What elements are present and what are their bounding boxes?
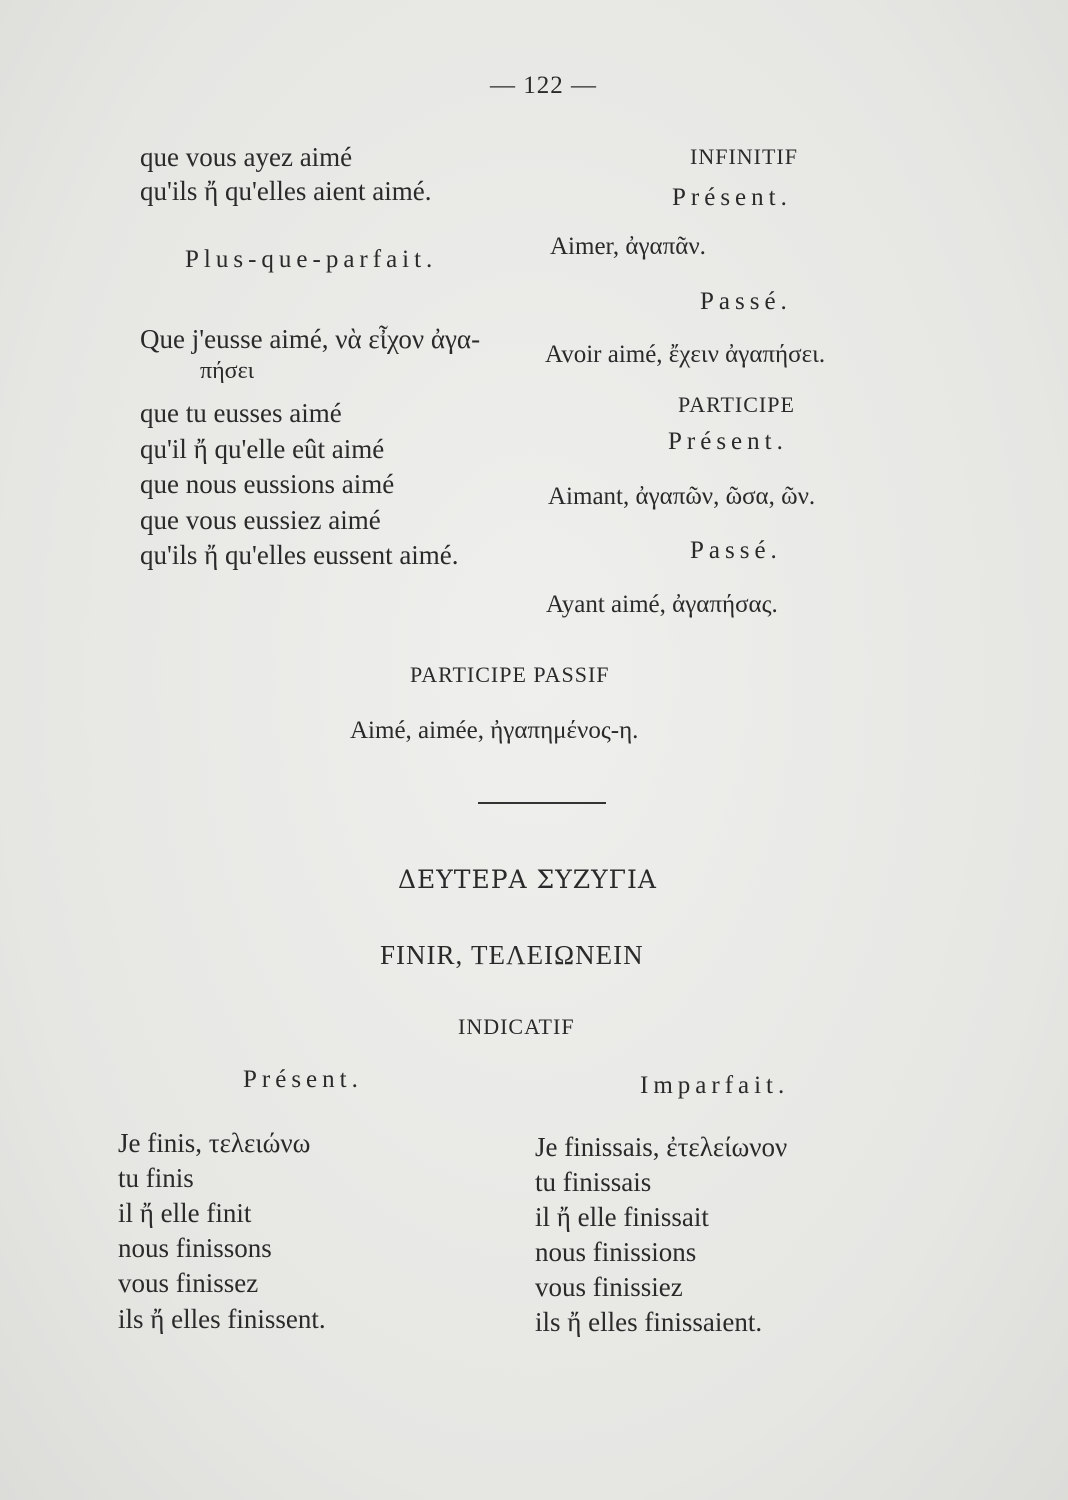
imparfait-line-5: vous finissiez: [535, 1272, 683, 1302]
present-line-1: Je finis, τελειώνω: [118, 1128, 311, 1158]
participe-present-heading: Présent.: [668, 428, 788, 455]
infinitif-present-line: Aimer, ἀγαπᾶν.: [550, 233, 706, 260]
imparfait-line-1: Je finissais, ἐτελείωνον: [535, 1132, 788, 1162]
plusqueparfait-line-7: qu'ils ἤ qu'elles eussent aimé.: [140, 540, 459, 570]
page-number: — 122 —: [490, 72, 597, 99]
present-line-6: ils ἤ elles finissent.: [118, 1304, 326, 1334]
participe-passif-line: Aimé, aimée, ἠγαπημένος-η.: [350, 717, 639, 744]
infinitif-present-heading: Présent.: [672, 184, 792, 211]
plusqueparfait-line-2: πήσει: [200, 358, 255, 384]
present-line-4: nous finissons: [118, 1233, 272, 1263]
second-conjugation-heading: ΔΕΥΤΕΡΑ ΣΥΖΥΓΙΑ: [398, 865, 657, 894]
imparfait-line-2: tu finissais: [535, 1167, 652, 1197]
infinitif-passe-line: Avoir aimé, ἔχειν ἀγαπήσει.: [545, 341, 826, 368]
indicatif-imparfait-heading: Imparfait.: [640, 1072, 790, 1099]
plusqueparfait-line-5: que nous eussions aimé: [140, 469, 395, 499]
participe-present-line: Aimant, ἀγαπῶν, ῶσα, ῶν.: [548, 483, 816, 510]
indicatif-present-heading: Présent.: [243, 1066, 363, 1093]
indicatif-heading: INDICATIF: [458, 1014, 575, 1039]
verb-heading: FINIR, ΤΕΛΕΙΩΝΕΙΝ: [380, 940, 644, 970]
imparfait-line-3: il ἤ elle finissait: [535, 1202, 709, 1232]
present-line-3: il ἤ elle finit: [118, 1198, 252, 1228]
plusqueparfait-line-4: qu'il ἤ qu'elle eût aimé: [140, 434, 385, 464]
participe-passe-line: Ayant aimé, ἀγαπήσας.: [546, 591, 778, 618]
left-top-line-2: qu'ils ἤ qu'elles aient aimé.: [140, 176, 432, 206]
plusqueparfait-line-1: Que j'eusse aimé, νὰ εἶχον ἀγα-: [140, 324, 481, 354]
left-top-line-1: que vous ayez aimé: [140, 142, 353, 172]
section-divider: [478, 802, 606, 804]
infinitif-heading: INFINITIF: [690, 144, 798, 169]
infinitif-passe-heading: Passé.: [700, 288, 792, 315]
participe-passe-heading: Passé.: [690, 537, 782, 564]
plusqueparfait-line-6: que vous eussiez aimé: [140, 505, 381, 535]
plusqueparfait-line-3: que tu eusses aimé: [140, 398, 342, 428]
imparfait-line-6: ils ἤ elles finissaient.: [535, 1307, 763, 1337]
present-line-5: vous finissez: [118, 1268, 259, 1298]
participe-heading: PARTICIPE: [678, 392, 795, 417]
participe-passif-heading: PARTICIPE PASSIF: [410, 662, 610, 687]
plusqueparfait-heading: Plus-que-parfait.: [185, 246, 438, 273]
present-line-2: tu finis: [118, 1163, 194, 1193]
imparfait-line-4: nous finissions: [535, 1237, 697, 1267]
